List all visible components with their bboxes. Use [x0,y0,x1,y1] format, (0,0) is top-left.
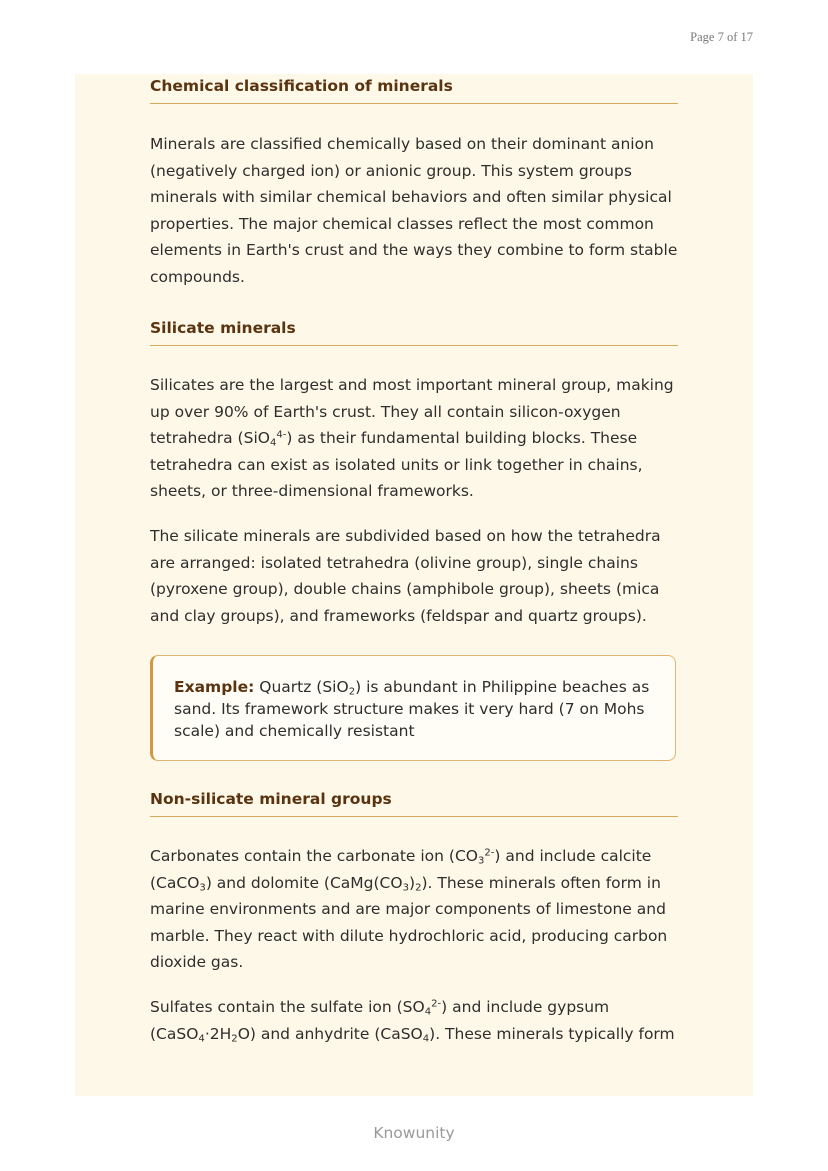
example-label: Example: [174,678,255,696]
paragraph-sulfates: Sulfates contain the sulfate ion $(SO_4^{2-})$ and include gypsum $(CaSO_4\cdot 2H_2O)$ and anhydrite (CaSO$_4$). These minerals typically form [150,998,675,1045]
footer-brand: Knowunity [373,1124,455,1142]
paragraph-chemical-classification: Minerals are classified chemically based on their dominant anion (negatively charged ion) or anionic group. This system groups minerals with similar chemical behaviors and often similar physical properties. The major chemical classes reflect the most common elements in Earth's crust and the ways they combine to form stable compounds. [150,135,678,286]
heading-non-silicate: Non-silicate mineral groups [150,790,678,817]
page-number: Page 7 of 17 [690,30,753,44]
document-content [75,74,753,1096]
example-callout: Example: Quartz (SiO$_2$) is abundant in Philippine beaches as sand. Its framework structure makes it very hard (7 on Mohs scale) and chemically resistant [150,655,676,761]
paragraph-silicate-intro: Silicates are the largest and most important mineral group, making up over 90% of Earth's crust. They all contain silicon-oxygen tetrahedra (SiO$_4^{4-}$) as their fundamental building blocks. These tetrahedra can exist as isolated units or link together in chains, sheets, or three-dimensional frameworks. [150,376,674,500]
heading-chemical-classification: Chemical classification of minerals [150,77,678,104]
heading-silicate-minerals: Silicate minerals [150,319,678,346]
paragraph-silicate-subdivision: The silicate minerals are subdivided based on how the tetrahedra are arranged: isolated tetrahedra (olivine group), single chains (pyroxene group), double chains (amphibole group), sheets (mica and clay groups), and frameworks (feldspar and quartz groups). [150,527,661,625]
paragraph-carbonates: Carbonates contain the carbonate ion $(CO_3^{2-})$ and include calcite (CaCO$_3$) and dolomite $(CaMg(CO_3)_2)$. These minerals often form in marine environments and are major components of limestone and marble. They react with dilute hydrochloric acid, producing carbon dioxide gas. [150,847,668,971]
